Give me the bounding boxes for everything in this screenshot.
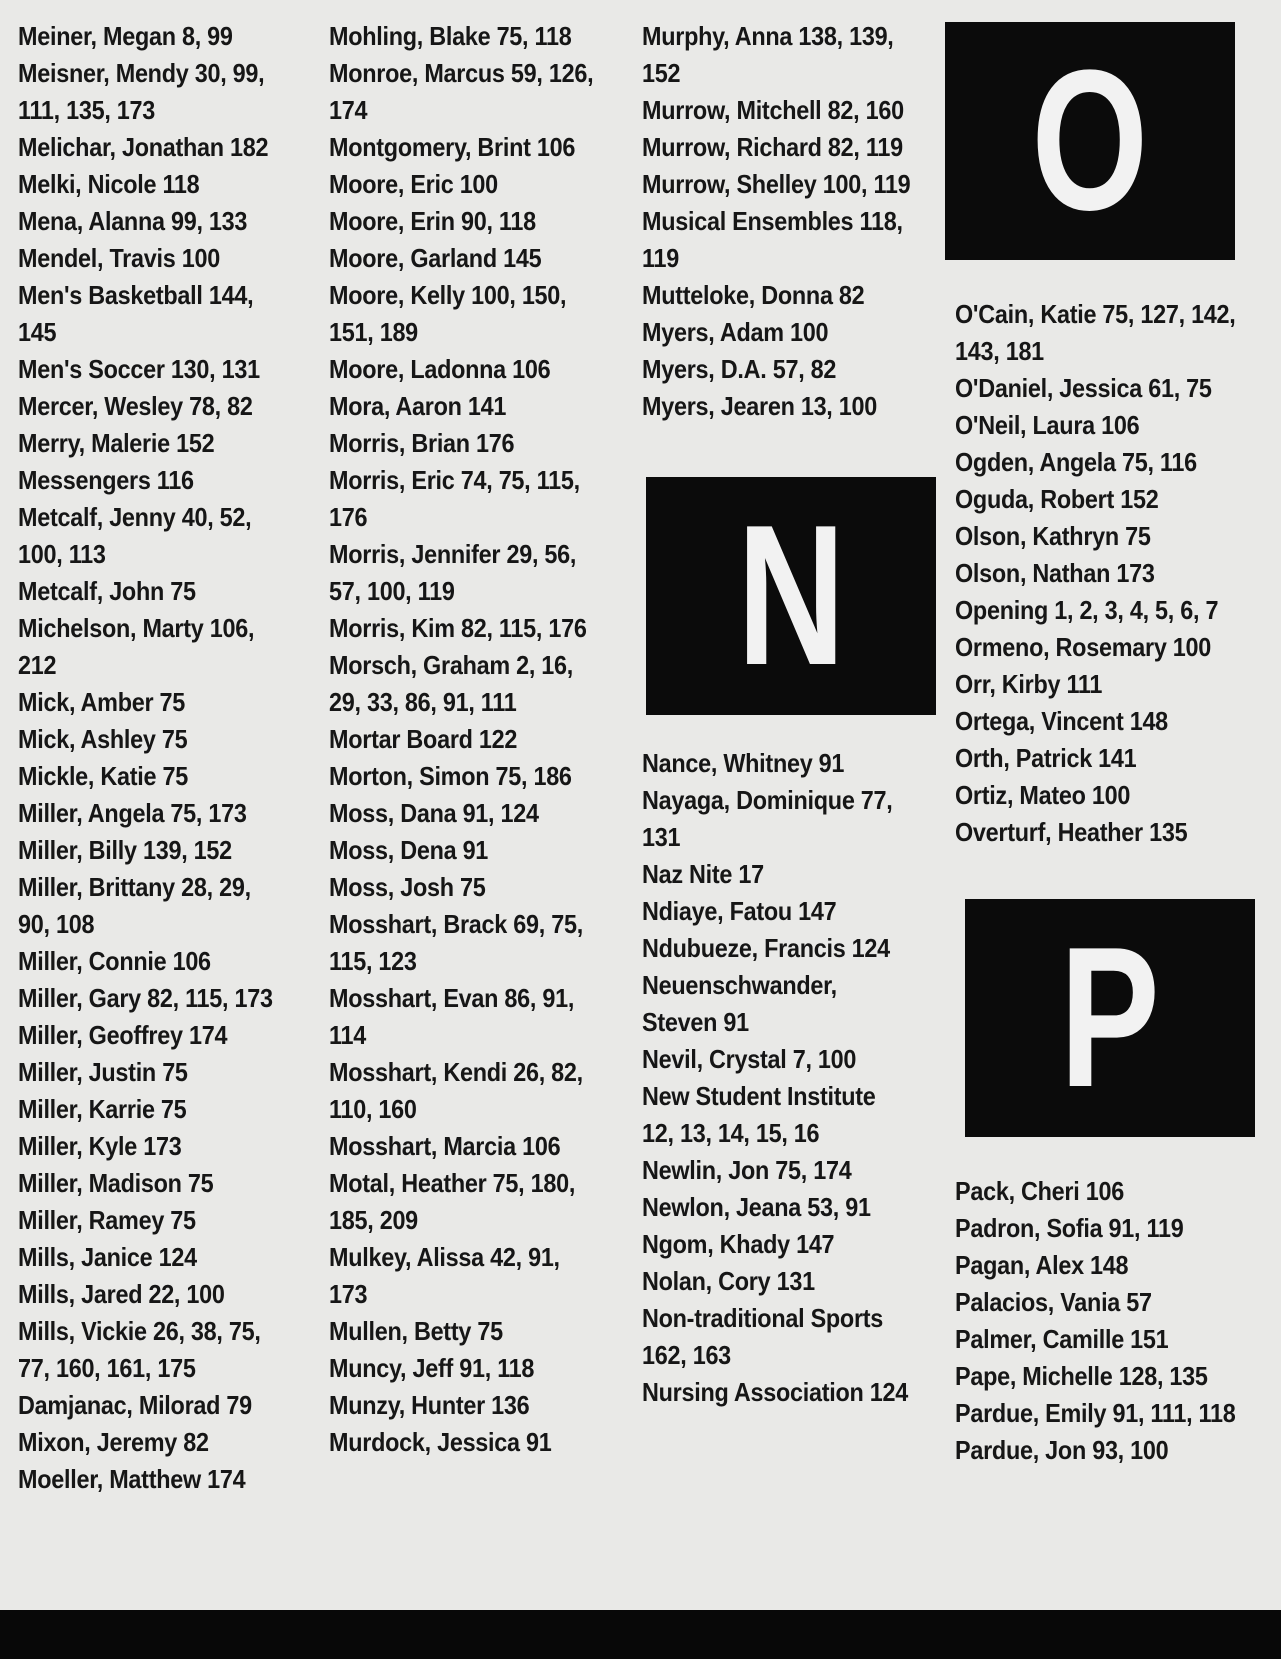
index-entry: Newlin, Jon 75, 174 [642,1155,852,1185]
index-entry: Melichar, Jonathan 182 [18,132,269,162]
index-column-4 [955,18,1275,1469]
index-entry: Moore, Ladonna 106 [329,354,551,384]
index-entry: Oguda, Robert 152 [955,484,1159,514]
index-entry: Ortega, Vincent 148 [955,706,1168,736]
index-entry: Miller, Angela 75, 173 [18,798,247,828]
index-entry: Mickle, Katie 75 [18,761,188,791]
index-entry: Mosshart, Evan 86, 91, 114 [329,983,575,1050]
index-entry: Miller, Ramey 75 [18,1205,196,1235]
index-entry: Mick, Amber 75 [18,687,186,717]
index-entry: Olson, Nathan 173 [955,558,1155,588]
index-entry: Mohling, Blake 75, 118 [329,21,572,51]
index-entry: Nayaga, Dominique 77, 131 [642,785,893,852]
index-entry: Miller, Justin 75 [18,1057,188,1087]
index-entry: Nolan, Cory 131 [642,1266,815,1296]
index-entry: Pape, Michelle 128, 135 [955,1361,1208,1391]
index-entry: Ndubueze, Francis 124 [642,933,890,963]
index-entry: Newlon, Jeana 53, 91 [642,1192,871,1222]
index-entry: Palacios, Vania 57 [955,1287,1152,1317]
index-entry: Naz Nite 17 [642,859,764,889]
index-entry: Mick, Ashley 75 [18,724,188,754]
index-entry: Miller, Connie 106 [18,946,211,976]
index-entry: Neuenschwander, Steven 91 [642,970,837,1037]
index-entry: Damjanac, Milorad 79 [18,1390,252,1420]
index-entry: Miller, Karrie 75 [18,1094,187,1124]
index-entry: Mosshart, Brack 69, 75, 115, 123 [329,909,583,976]
index-entry: Morris, Eric 74, 75, 115, 176 [329,465,580,532]
index-entry: Mosshart, Kendi 26, 82, 110, 160 [329,1057,583,1124]
entry-list-p [955,1173,1275,1469]
index-column-2 [329,18,629,1461]
index-entry: Mortar Board 122 [329,724,518,754]
letter-o-label: O [1031,29,1149,252]
index-entry: Montgomery, Brint 106 [329,132,576,162]
index-entry: Morris, Jennifer 29, 56, 57, 100, 119 [329,539,577,606]
index-entry: Musical Ensembles 118, 119 [642,206,903,273]
section-letter-p [965,899,1255,1137]
index-entry: Mills, Vickie 26, 38, 75, 77, 160, 161, 175 [18,1316,261,1383]
index-entry: Orr, Kirby 111 [955,669,1103,699]
index-entry: Myers, Jearen 13, 100 [642,391,878,421]
index-entry: Messengers 116 [18,465,194,495]
index-entry: Ortiz, Mateo 100 [955,780,1131,810]
index-entry: Palmer, Camille 151 [955,1324,1169,1354]
index-entry: Miller, Billy 139, 152 [18,835,232,865]
index-entry: Moss, Dana 91, 124 [329,798,539,828]
entry-list-n [642,745,942,1411]
index-entry: Orth, Patrick 141 [955,743,1137,773]
index-entry: Mutteloke, Donna 82 [642,280,865,310]
index-entry: Nance, Whitney 91 [642,748,845,778]
index-entry: Murdock, Jessica 91 [329,1427,552,1457]
index-entry: Muncy, Jeff 91, 118 [329,1353,535,1383]
index-entry: Metcalf, Jenny 40, 52, 100, 113 [18,502,252,569]
index-entry: Murrow, Richard 82, 119 [642,132,903,162]
index-entry: Melki, Nicole 118 [18,169,200,199]
index-entry: Moore, Eric 100 [329,169,498,199]
index-entry: New Student Institute 12, 13, 14, 15, 16 [642,1081,876,1148]
section-letter-n [646,477,936,715]
entry-list-o [955,296,1275,851]
bottom-dark-band [0,1610,1281,1659]
index-entry: Ndiaye, Fatou 147 [642,896,837,926]
index-entry: Pardue, Emily 91, 111, 118 [955,1398,1236,1428]
index-entry: Opening 1, 2, 3, 4, 5, 6, 7 [955,595,1219,625]
index-entry: O'Cain, Katie 75, 127, 142, 143, 181 [955,299,1236,366]
index-entry: Moore, Garland 145 [329,243,542,273]
letter-p-label: P [1059,906,1161,1129]
section-letter-o [945,22,1235,260]
entry-list-m2 [329,18,629,1461]
index-entry: Padron, Sofia 91, 119 [955,1213,1184,1243]
index-entry: Moss, Josh 75 [329,872,486,902]
index-entry: Myers, Adam 100 [642,317,829,347]
index-entry: Morris, Kim 82, 115, 176 [329,613,587,643]
index-entry: Pardue, Jon 93, 100 [955,1435,1169,1465]
index-entry: O'Neil, Laura 106 [955,410,1140,440]
index-entry: Meiner, Megan 8, 99 [18,21,233,51]
index-entry: Mora, Aaron 141 [329,391,507,421]
index-entry: Miller, Kyle 173 [18,1131,182,1161]
index-entry: Nursing Association 124 [642,1377,909,1407]
index-entry: Murrow, Shelley 100, 119 [642,169,911,199]
index-entry: Moore, Kelly 100, 150, 151, 189 [329,280,567,347]
index-entry: Munzy, Hunter 136 [329,1390,530,1420]
index-entry: Pagan, Alex 148 [955,1250,1129,1280]
index-entry: O'Daniel, Jessica 61, 75 [955,373,1212,403]
index-entry: Ormeno, Rosemary 100 [955,632,1212,662]
index-entry: Mena, Alanna 99, 133 [18,206,248,236]
index-entry: Morris, Brian 176 [329,428,515,458]
index-entry: Men's Basketball 144, 145 [18,280,254,347]
index-entry: Michelson, Marty 106, 212 [18,613,255,680]
index-entry: Merry, Malerie 152 [18,428,215,458]
index-entry: Mercer, Wesley 78, 82 [18,391,253,421]
index-entry: Miller, Gary 82, 115, 173 [18,983,273,1013]
entry-list-m3 [642,18,942,425]
index-entry: Morton, Simon 75, 186 [329,761,572,791]
index-entry: Morsch, Graham 2, 16, 29, 33, 86, 91, 111 [329,650,574,717]
letter-n-label: N [736,484,846,707]
index-entry: Mosshart, Marcia 106 [329,1131,561,1161]
index-entry: Mullen, Betty 75 [329,1316,503,1346]
index-entry: Men's Soccer 130, 131 [18,354,260,384]
index-entry: Miller, Geoffrey 174 [18,1020,228,1050]
index-entry: Myers, D.A. 57, 82 [642,354,837,384]
index-entry: Mills, Jared 22, 100 [18,1279,225,1309]
index-entry: Ngom, Khady 147 [642,1229,835,1259]
index-entry: Meisner, Mendy 30, 99, 111, 135, 173 [18,58,265,125]
index-entry: Mixon, Jeremy 82 [18,1427,209,1457]
index-entry: Mendel, Travis 100 [18,243,220,273]
index-column-1 [18,18,318,1498]
index-entry: Pack, Cheri 106 [955,1176,1124,1206]
index-entry: Metcalf, John 75 [18,576,196,606]
index-entry: Murrow, Mitchell 82, 160 [642,95,904,125]
index-entry: Murphy, Anna 138, 139, 152 [642,21,894,88]
index-entry: Moeller, Matthew 174 [18,1464,246,1494]
index-entry: Olson, Kathryn 75 [955,521,1151,551]
index-entry: Nevil, Crystal 7, 100 [642,1044,857,1074]
index-entry: Motal, Heather 75, 180, 185, 209 [329,1168,576,1235]
index-entry: Non-traditional Sports 162, 163 [642,1303,884,1370]
index-entry: Mulkey, Alissa 42, 91, 173 [329,1242,560,1309]
entry-list-m1 [18,18,318,1498]
index-column-3 [642,18,942,1411]
index-entry: Miller, Madison 75 [18,1168,214,1198]
index-entry: Miller, Brittany 28, 29, 90, 108 [18,872,251,939]
index-entry: Moore, Erin 90, 118 [329,206,536,236]
index-entry: Moss, Dena 91 [329,835,489,865]
index-entry: Monroe, Marcus 59, 126, 174 [329,58,594,125]
index-entry: Overturf, Heather 135 [955,817,1188,847]
index-entry: Mills, Janice 124 [18,1242,197,1272]
index-entry: Ogden, Angela 75, 116 [955,447,1197,477]
